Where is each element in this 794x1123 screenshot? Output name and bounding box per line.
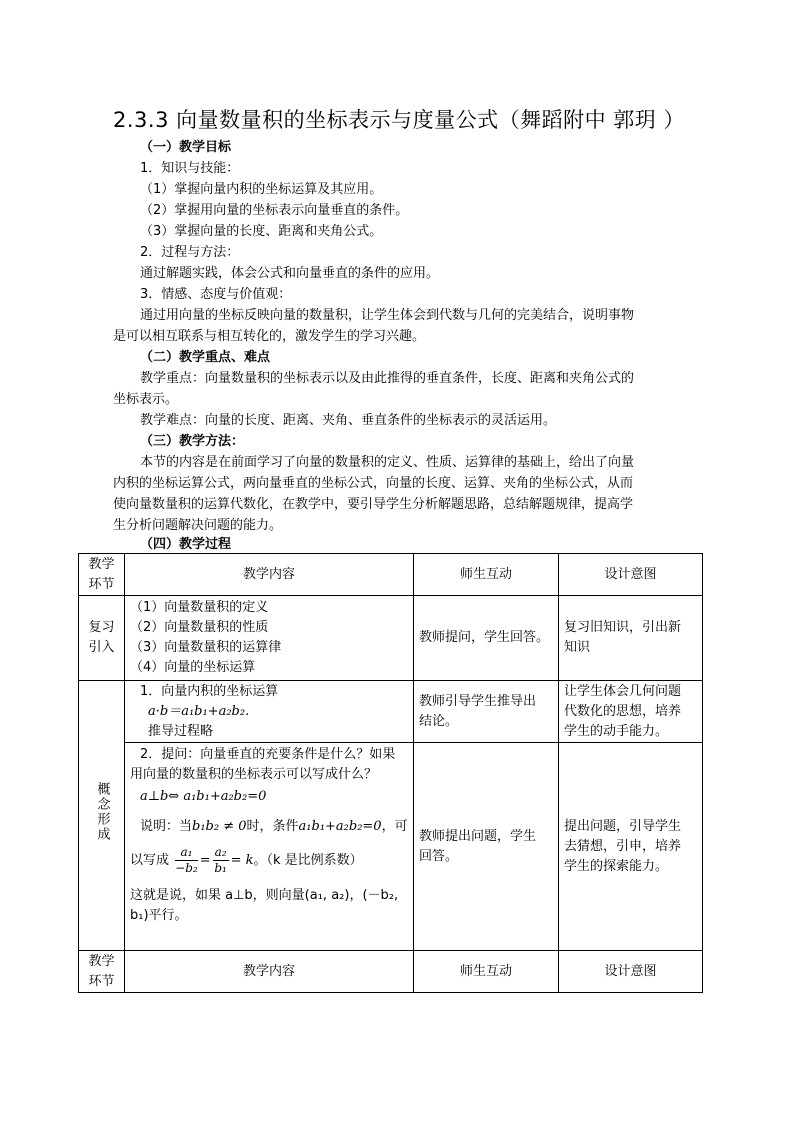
concept-2-fraction-line: 以写成 $\frac{\text{a₁}}{\text{−b₂}}$ = $\frac{\text{a₂}}{\text{b₁}}$ = k。（k 是比例系数） — [130, 845, 363, 875]
concept-1-content — [125, 681, 414, 743]
review-stage-line-1: 复习 — [88, 620, 115, 635]
method-text-2: 内积的坐标运算公式，两向量垂直的坐标公式，向量的长度、运算、夹角的坐标公式，从而 — [113, 476, 634, 491]
explain-condition: b₁b₂ ≠ 0 — [192, 819, 247, 834]
concept-1-heading: 1．向量内积的坐标运算 — [140, 683, 279, 699]
equals-k: = k — [230, 853, 254, 868]
table-row-concept-1 — [79, 681, 703, 743]
concept-1-intent-line-1: 让学生体会几何问题 — [564, 683, 682, 699]
fraction-1-denominator: −b₂ — [175, 861, 198, 875]
write-suffix: 。（k 是比例系数） — [253, 853, 363, 868]
concept-2-interaction-line-2: 回答。 — [419, 848, 459, 864]
review-stage — [79, 596, 125, 681]
write-prefix: 以写成 — [130, 853, 170, 868]
process-method-heading: 2．过程与方法： — [140, 245, 240, 260]
concept-2-intent — [559, 743, 703, 951]
header-interaction-repeat: 师生互动 — [414, 951, 559, 993]
explain-suffix: ，可 — [381, 819, 408, 834]
fraction-2-denominator: b₁ — [214, 861, 227, 875]
method-heading: （三）教学方法： — [140, 434, 245, 449]
knowledge-item-2: （2）掌握用向量的坐标表示向量垂直的条件。 — [140, 203, 409, 218]
difficulty-text: 教学难点：向量的长度、距离、夹角、垂直条件的坐标表示的灵活运用。 — [140, 413, 557, 428]
fraction-1 — [175, 845, 198, 876]
header-content-repeat: 教学内容 — [125, 951, 414, 993]
concept-2-intent-line-3: 学生的探索能力。 — [564, 858, 669, 874]
explain-prefix: 说明：当 — [140, 819, 193, 834]
concept-1-intent-line-3: 学生的动手能力。 — [564, 723, 669, 739]
fraction-2 — [213, 845, 229, 876]
process-heading: （四）教学过程 — [140, 537, 232, 552]
header-intent-repeat: 设计意图 — [559, 951, 703, 993]
concept-1-interaction — [414, 681, 559, 743]
header-stage-line-2: 环节 — [88, 576, 115, 592]
review-content — [125, 596, 414, 681]
concept-2-interaction-line-1: 教师提出问题，学生 — [419, 828, 537, 844]
review-item-4: （4）向量的坐标运算 — [130, 660, 256, 675]
header-content: 教学内容 — [125, 554, 414, 596]
review-item-3: （3）向量数量积的运算律 — [130, 640, 282, 655]
attitude-heading: 3．情感、态度与价值观： — [140, 287, 292, 302]
concept-2-content — [125, 743, 414, 951]
review-item-2: （2）向量数量积的性质 — [130, 620, 269, 635]
review-intent-line-2: 知识 — [564, 640, 591, 655]
focus-text-1: 教学重点：向量数量积的坐标表示以及由此推得的垂直条件，长度、距离和夹角公式的 — [140, 371, 635, 386]
table-header-row — [79, 554, 703, 596]
header-stage-line-1: 教学 — [88, 556, 115, 572]
attitude-text-1: 通过用向量的坐标反映向量的数量积，让学生体会到代数与几何的完美结合，说明事物 — [140, 308, 635, 323]
method-text-1: 本节的内容是在前面学习了向量的数量积的定义、性质、运算律的基础上，给出了向量 — [140, 455, 635, 470]
knowledge-heading: 1．知识与技能： — [140, 161, 240, 176]
concept-1-intent — [559, 681, 703, 743]
process-method-text: 通过解题实践，体会公式和向量垂直的条件的应用。 — [140, 266, 440, 281]
concept-2-intent-line-2: 去猜想，引申，培养 — [564, 838, 682, 854]
concept-2-conclusion-2: b₁)平行。 — [130, 908, 188, 923]
fraction-1-numerator: a₁ — [175, 845, 198, 861]
header-stage — [79, 554, 125, 596]
header-stage-repeat — [79, 951, 125, 993]
concept-1-intent-line-2: 代数化的思想，培养 — [564, 703, 682, 719]
explain-equation: a₁b₁+a₂b₂=0 — [298, 819, 382, 834]
concept-2-explain — [130, 817, 408, 837]
method-text-4: 生分析问题解决问题的能力。 — [113, 518, 283, 533]
concept-1-note: 推导过程略 — [148, 723, 214, 739]
lesson-table — [78, 553, 703, 993]
focus-text-2: 坐标表示。 — [113, 392, 179, 407]
concept-2-conclusion-1: 这就是说，如果 a⊥b，则向量(a₁, a₂)，(－b₂, — [130, 888, 399, 903]
concept-1-interaction-line-1: 教师引导学生推导出 — [419, 693, 537, 709]
table-row-concept-2 — [79, 743, 703, 951]
review-intent — [559, 596, 703, 681]
header-stage-repeat-line-2: 环节 — [88, 973, 115, 989]
concept-2-question-1: 2．提问：向量垂直的充要条件是什么？如果 — [140, 747, 396, 762]
table-header-row-repeat — [79, 951, 703, 993]
review-stage-line-2: 引入 — [88, 640, 115, 655]
review-intent-line-1: 复习旧知识，引出新 — [564, 620, 682, 635]
page-title: 2.3.3 向量数量积的坐标表示与度量公式（舞蹈附中 郭玥 ） — [113, 108, 685, 132]
header-interaction: 师生互动 — [414, 554, 559, 596]
concept-2-perp-formula: a⊥b⇔ a₁b₁+a₂b₂=0 — [140, 789, 267, 804]
fraction-2-numerator: a₂ — [214, 845, 227, 859]
review-item-1: （1）向量数量积的定义 — [130, 600, 269, 615]
concept-2-question-2: 用向量的数量积的坐标表示可以写成什么？ — [130, 767, 378, 782]
concept-2-intent-line-1: 提出问题，引导学生 — [564, 818, 682, 834]
attitude-text-2: 是可以相互联系与相互转化的，激发学生的学习兴趣。 — [113, 329, 426, 344]
method-text-3: 使向量数量积的运算代数化，在教学中，要引导学生分析解题思路，总结解题规律，提高学 — [113, 497, 634, 512]
header-intent: 设计意图 — [559, 554, 703, 596]
knowledge-item-1: （1）掌握向量内积的坐标运算及其应用。 — [140, 182, 383, 197]
concept-2-interaction — [414, 743, 559, 951]
concept-1-interaction-line-2: 结论。 — [419, 713, 459, 729]
review-interaction: 教师提问，学生回答。 — [414, 596, 559, 681]
concept-stage-label: 概念形成 — [94, 782, 110, 842]
table-row-review — [79, 596, 703, 681]
key-heading: （二）教学重点、难点 — [140, 350, 271, 365]
concept-1-formula: a·b＝a₁b₁+a₂b₂. — [148, 703, 250, 719]
explain-middle: 时，条件 — [246, 819, 299, 834]
concept-stage — [79, 681, 125, 951]
header-stage-repeat-line-1: 教学 — [88, 953, 115, 969]
knowledge-item-3: （3）掌握向量的长度、距离和夹角公式。 — [140, 224, 383, 239]
goals-heading: （一）教学目标 — [140, 140, 232, 155]
